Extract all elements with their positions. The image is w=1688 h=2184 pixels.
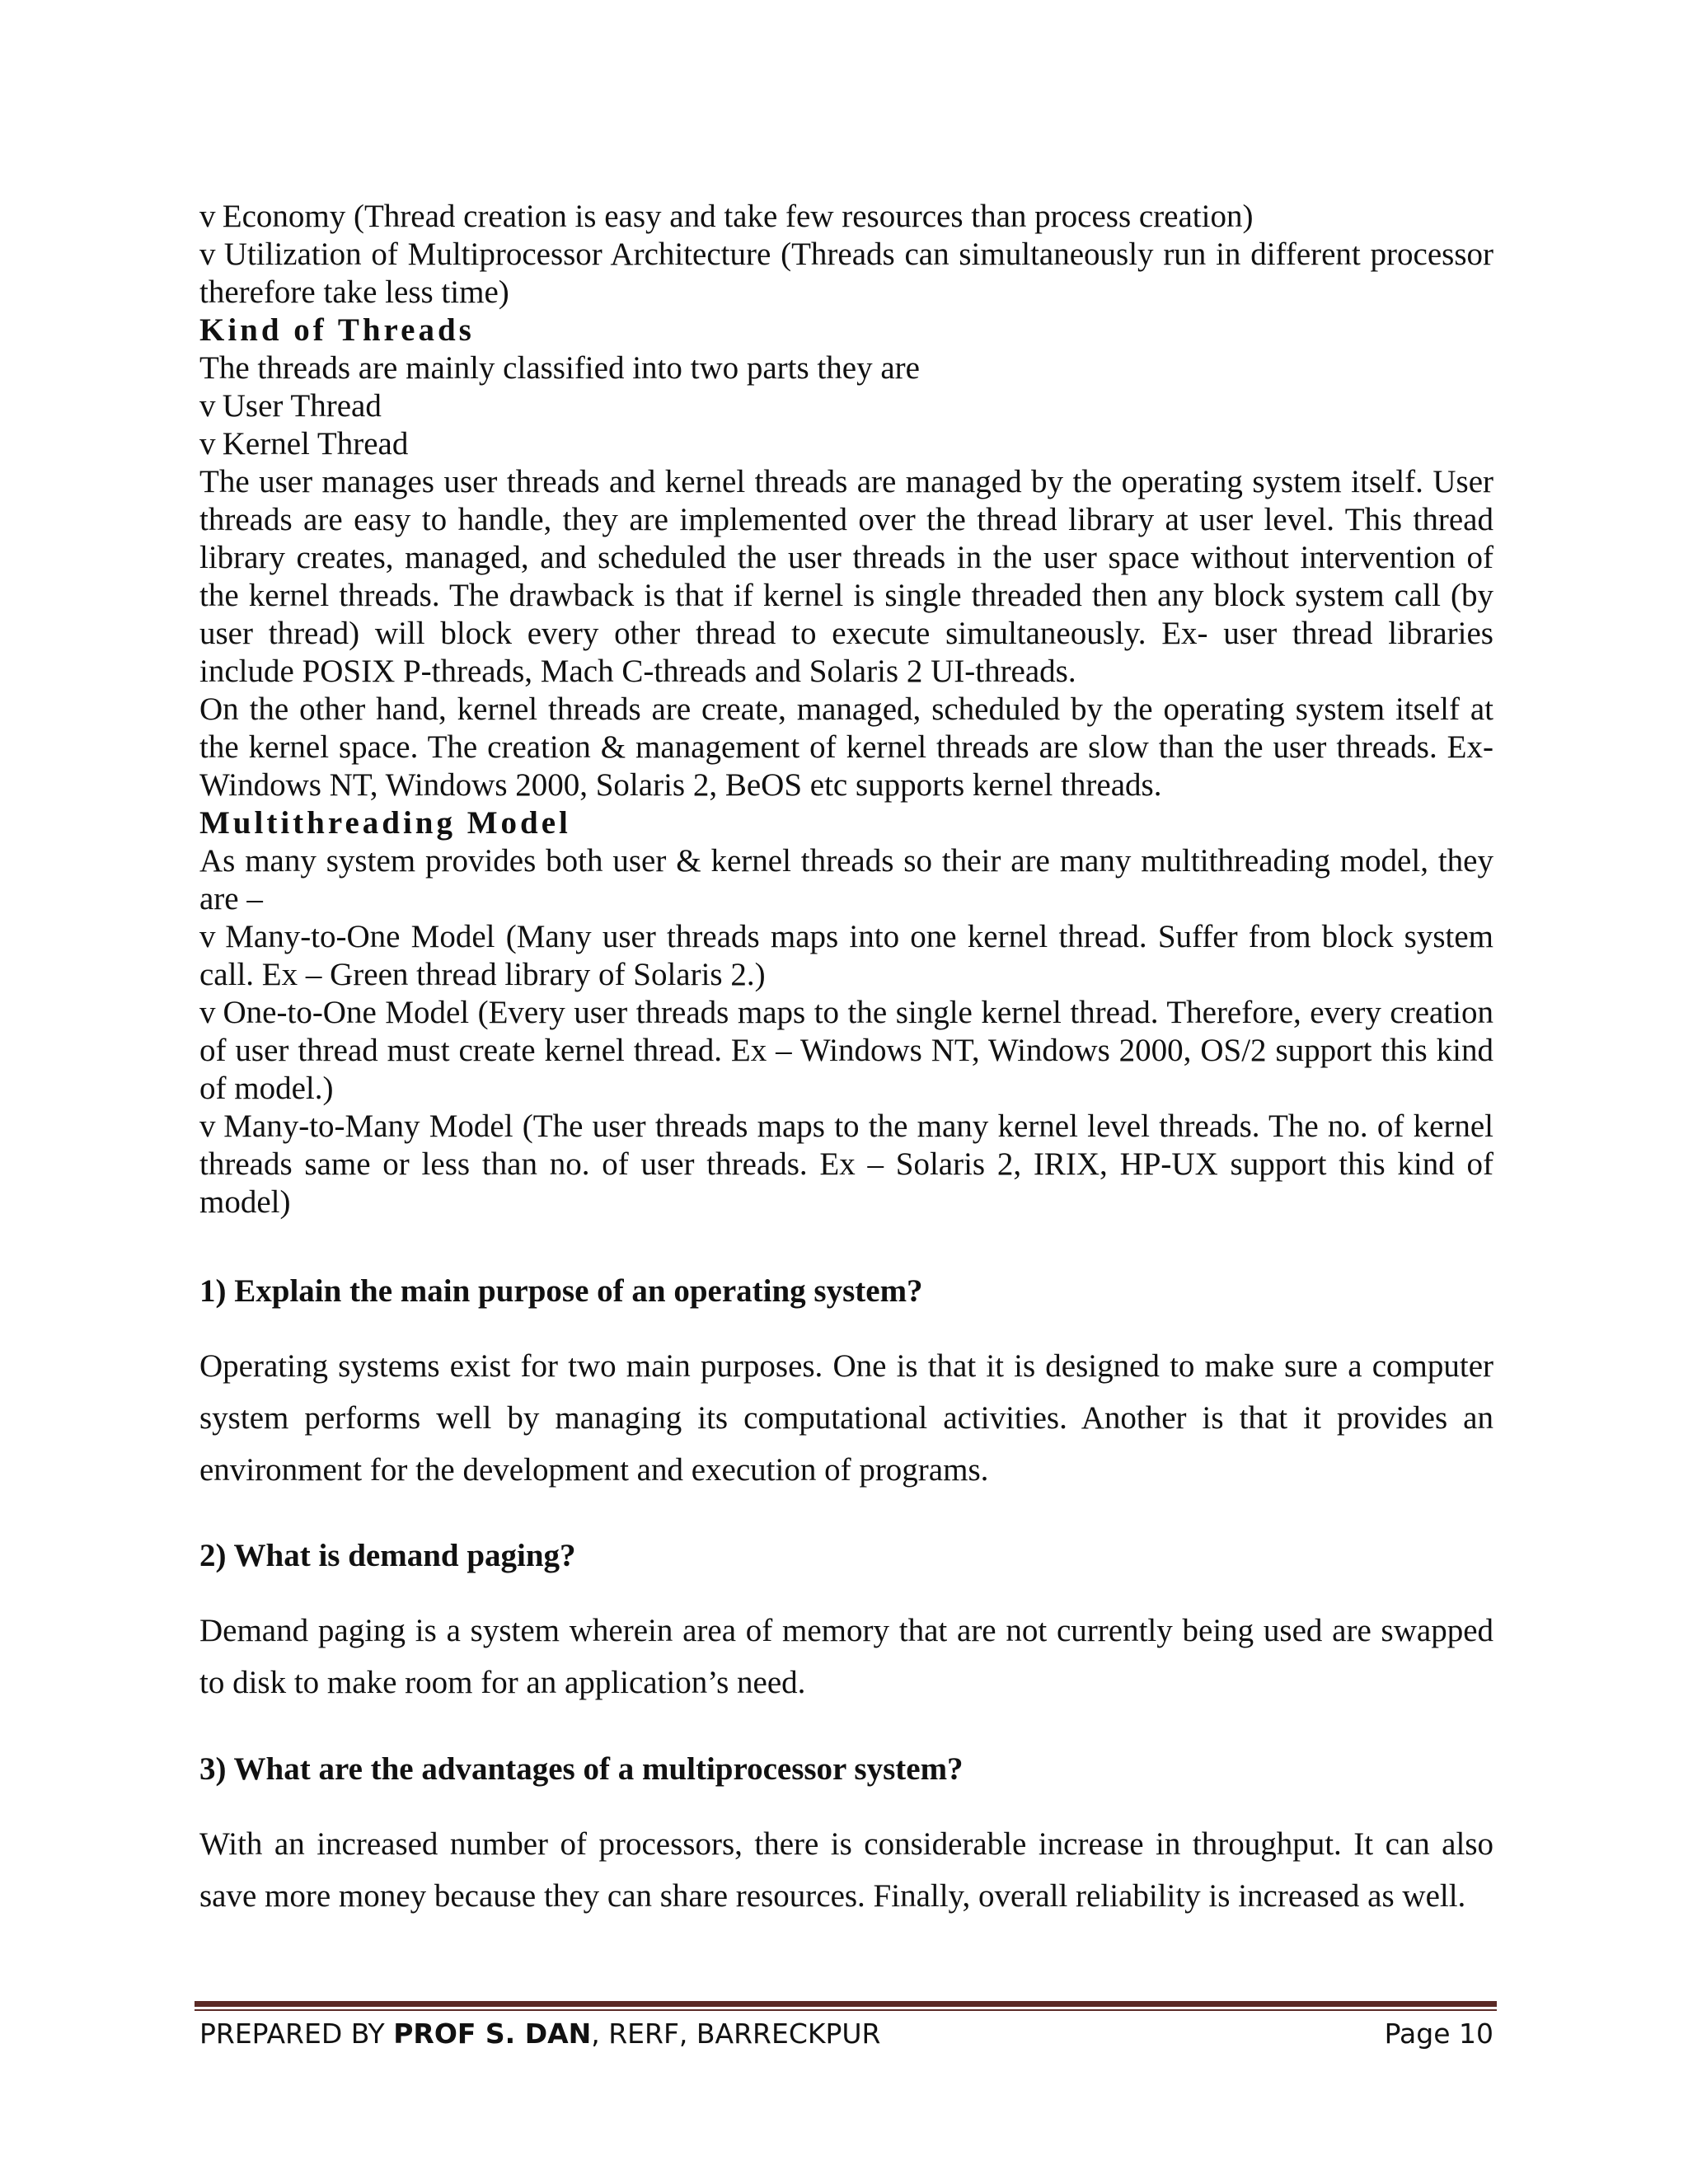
kind-of-threads-heading: Kind of Threads: [199, 312, 475, 348]
bullet-marker: v: [199, 995, 216, 1030]
kind-user-thread: [199, 387, 1493, 425]
benefit-multiprocessor: [199, 236, 1493, 312]
model-text: Many-to-Many Model (The user threads maps to the many kernel level threads. The no. of kernel threads same or less than no. of user threads. Ex – Solaris 2, IRIX, HP-UX support this kind of model): [199, 1108, 1494, 1220]
question-1: 1) Explain the main purpose of an operating system?: [199, 1273, 923, 1309]
multithreading-intro: As many system provides both user & kernel threads so their are many multithreading model, they are –: [199, 843, 1493, 916]
bullet-marker: v: [199, 919, 216, 954]
footer-credit: [199, 2016, 881, 2052]
multithreading-model-heading: Multithreading Model: [199, 805, 571, 841]
model-many-to-many: [199, 1108, 1493, 1221]
paragraph-user-threads: The user manages user threads and kernel threads are managed by the operating system itself. User threads are easy to handle, they are implemented over the thread library at user level. This thread library creates, managed, and scheduled the user threads in the user space without intervention of the kernel threads. The drawback is that if kernel is single threaded then any block system call (by user thread) will block every other thread to execute simultaneously. Ex- user thread libraries include POSIX P-threads, Mach C-threads and Solaris 2 UI-threads.: [199, 464, 1493, 689]
footer-prefix: PREPARED BY: [199, 2018, 394, 2050]
bullet-marker: v: [199, 199, 216, 234]
answer-1: Operating systems exist for two main purposes. One is that it is designed to make sure a computer system performs well by managing its computational activities. Another is that it provides an environment for the development and execution of programs.: [199, 1348, 1493, 1488]
kind-text: Kernel Thread: [222, 426, 409, 462]
bullet-marker: v: [199, 237, 216, 272]
footer-author: PROF S. DAN: [393, 2018, 592, 2050]
model-text: Many-to-One Model (Many user threads maps into one kernel thread. Suffer from block system call. Ex – Green thread library of Solaris 2.): [199, 919, 1493, 992]
benefit-text: Utilization of Multiprocessor Architecture (Threads can simultaneously run in different processor therefore take less time): [199, 237, 1494, 310]
qa-item-3: [199, 1750, 1493, 1922]
page-number: Page 10: [1384, 2018, 1493, 2050]
paragraph-kernel-threads: On the other hand, kernel threads are create, managed, scheduled by the operating system itself at the kernel space. The creation & management of kernel threads are slow than the user threads. Ex-Windows NT, Windows 2000, Solaris 2, BeOS etc supports kernel threads.: [199, 691, 1493, 803]
kind-kernel-thread: [199, 425, 1493, 463]
bullet-marker: v: [199, 1108, 216, 1144]
model-one-to-one: [199, 994, 1493, 1108]
kind-intro: The threads are mainly classified into two parts they are: [199, 350, 920, 386]
threads-section: [199, 198, 1493, 1221]
footer-divider: [195, 2001, 1497, 2007]
benefit-economy: [199, 198, 1493, 236]
model-text: One-to-One Model (Every user threads maps to the single kernel thread. Therefore, every creation of user thread must create kernel thread. Ex – Windows NT, Windows 2000, OS/2 support this kind of model.): [199, 995, 1493, 1106]
footer-suffix: , RERF, BARRECKPUR: [591, 2018, 881, 2050]
qa-item-1: [199, 1272, 1493, 1496]
bullet-marker: v: [199, 426, 216, 462]
footer-divider-thin: [195, 2009, 1497, 2011]
model-many-to-one: [199, 918, 1493, 994]
answer-2: Demand paging is a system wherein area of memory that are not currently being used are swapped to disk to make room for an application’s need.: [199, 1613, 1493, 1700]
answer-3: With an increased number of processors, there is considerable increase in throughput. It can also save more money because they can share resources. Finally, overall reliability is increased as well.: [199, 1826, 1493, 1914]
question-3: 3) What are the advantages of a multiprocessor system?: [199, 1751, 964, 1787]
kind-text: User Thread: [222, 388, 382, 424]
question-2: 2) What is demand paging?: [199, 1538, 576, 1573]
bullet-marker: v: [199, 388, 216, 424]
page-footer: [199, 2016, 1493, 2052]
qa-item-2: [199, 1537, 1493, 1708]
benefit-text: Economy (Thread creation is easy and take few resources than process creation): [222, 199, 1254, 234]
